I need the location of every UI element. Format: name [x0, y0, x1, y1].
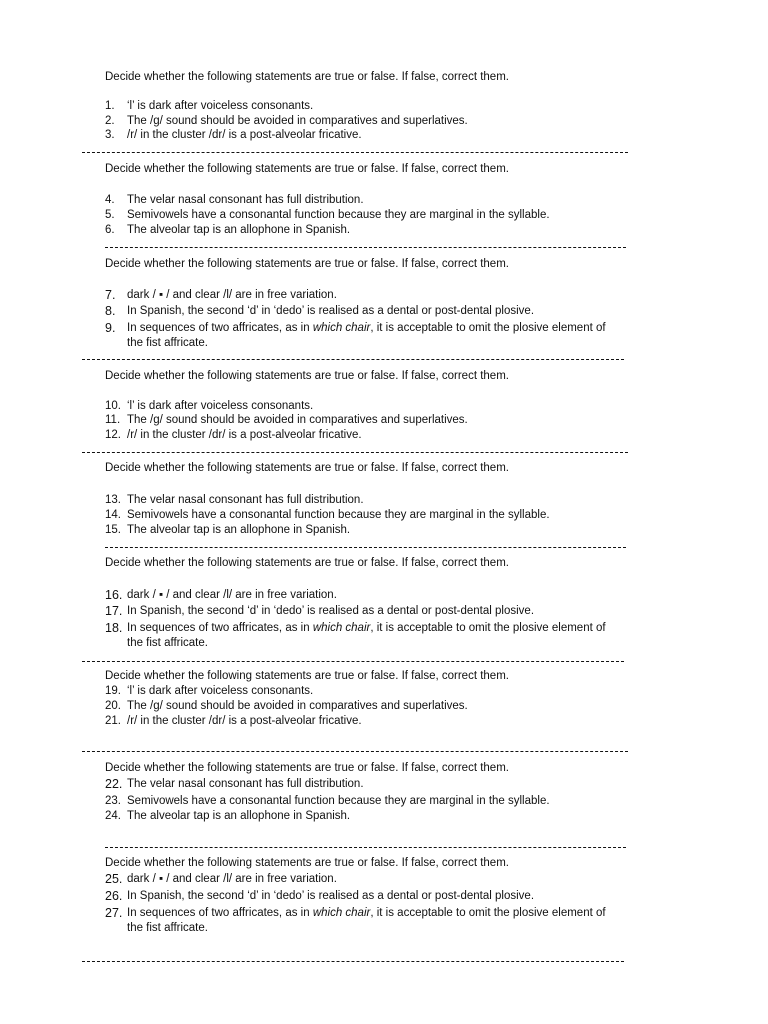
item-text: Semivowels have a consonantal function because they are marginal in the syllable.: [127, 509, 550, 521]
item-text: dark / ▪ / and clear /l/ are in free variation.: [127, 289, 337, 301]
item-text-part: , it is acceptable to omit the plosive element of: [370, 907, 606, 919]
item-number: 2.: [105, 115, 115, 127]
item-number: 18.: [105, 621, 123, 635]
item-text: The alveolar tap is an allophone in Spanish.: [127, 810, 351, 822]
item-number: 20.: [105, 700, 121, 712]
item-number: 7.: [105, 288, 116, 302]
item-number: 5.: [105, 209, 115, 221]
item-number: 14.: [105, 509, 121, 521]
item-number: 25.: [105, 872, 123, 886]
item-text: dark / ▪ / and clear /l/ are in free variation.: [127, 873, 337, 885]
separator-line: [82, 751, 628, 752]
item-number: 24.: [105, 810, 121, 822]
item-text: ‘l’ is dark after voiceless consonants.: [127, 685, 314, 697]
item-text-part: In sequences of two affricates, as in: [127, 907, 313, 919]
item-text-part: In sequences of two affricates, as in: [127, 322, 313, 334]
item-text-part: , it is acceptable to omit the plosive element of: [370, 322, 606, 334]
instruction: Decide whether the following statements are true or false. If false, correct them.: [105, 462, 509, 474]
item-number: 12.: [105, 429, 121, 441]
item-number: 22.: [105, 777, 123, 791]
item-text: /r/ in the cluster /dr/ is a post-alveolar fricative.: [127, 715, 362, 727]
item-number: 10.: [105, 400, 121, 412]
instruction: Decide whether the following statements are true or false. If false, correct them.: [105, 670, 509, 682]
item-number: 1.: [105, 100, 115, 112]
item-text-part: In sequences of two affricates, as in: [127, 622, 313, 634]
separator-line: [105, 247, 626, 248]
item-text: The /g/ sound should be avoided in comparatives and superlatives.: [127, 115, 468, 127]
item-text: The /g/ sound should be avoided in comparatives and superlatives.: [127, 700, 468, 712]
instruction: Decide whether the following statements are true or false. If false, correct them.: [105, 258, 509, 270]
item-text: In Spanish, the second ‘d’ in ‘dedo’ is realised as a dental or post-dental plosive.: [127, 305, 535, 317]
item-number: 13.: [105, 494, 121, 506]
item-text: The /g/ sound should be avoided in comparatives and superlatives.: [127, 414, 468, 426]
item-number: 15.: [105, 524, 121, 536]
item-text: [127, 621, 606, 636]
instruction: Decide whether the following statements are true or false. If false, correct them.: [105, 71, 509, 83]
item-text: dark / ▪ / and clear /l/ are in free variation.: [127, 589, 337, 601]
item-text: ‘l’ is dark after voiceless consonants.: [127, 400, 314, 412]
item-text: [127, 906, 606, 921]
item-text-part: , it is acceptable to omit the plosive element of: [370, 622, 606, 634]
separator-line: [82, 359, 624, 360]
item-number: 23.: [105, 795, 121, 807]
item-number: 9.: [105, 321, 116, 335]
item-number: 11.: [105, 414, 121, 426]
instruction: Decide whether the following statements are true or false. If false, correct them.: [105, 370, 509, 382]
item-text: /r/ in the cluster /dr/ is a post-alveolar fricative.: [127, 429, 362, 441]
item-text: /r/ in the cluster /dr/ is a post-alveolar fricative.: [127, 129, 362, 141]
item-number: 8.: [105, 304, 116, 318]
item-text: The velar nasal consonant has full distribution.: [127, 494, 364, 506]
item-number: 3.: [105, 129, 115, 141]
item-text: The alveolar tap is an allophone in Spanish.: [127, 224, 351, 236]
separator-line: [82, 661, 624, 662]
item-continuation: the fist affricate.: [127, 922, 208, 934]
item-text: [127, 321, 606, 336]
item-number: 4.: [105, 194, 115, 206]
item-text: In Spanish, the second ‘d’ in ‘dedo’ is realised as a dental or post-dental plosive.: [127, 605, 535, 617]
item-text-italic: which chair: [312, 622, 371, 634]
item-number: 16.: [105, 588, 123, 602]
item-number: 27.: [105, 906, 123, 920]
item-continuation: the fist affricate.: [127, 637, 208, 649]
instruction: Decide whether the following statements are true or false. If false, correct them.: [105, 857, 509, 869]
item-number: 19.: [105, 685, 121, 697]
separator-line: [82, 152, 628, 153]
instruction: Decide whether the following statements are true or false. If false, correct them.: [105, 557, 509, 569]
item-text: Semivowels have a consonantal function because they are marginal in the syllable.: [127, 795, 550, 807]
item-text-italic: which chair: [312, 907, 371, 919]
separator-line: [82, 961, 624, 962]
item-text-italic: which chair: [312, 322, 371, 334]
instruction: Decide whether the following statements are true or false. If false, correct them.: [105, 163, 509, 175]
item-continuation: the fist affricate.: [127, 337, 208, 349]
item-text: The velar nasal consonant has full distribution.: [127, 194, 364, 206]
separator-line: [82, 452, 628, 453]
item-text: ‘l’ is dark after voiceless consonants.: [127, 100, 314, 112]
instruction: Decide whether the following statements are true or false. If false, correct them.: [105, 762, 509, 774]
item-number: 6.: [105, 224, 115, 236]
item-text: In Spanish, the second ‘d’ in ‘dedo’ is realised as a dental or post-dental plosive.: [127, 890, 535, 902]
item-text: The velar nasal consonant has full distribution.: [127, 778, 364, 790]
item-number: 17.: [105, 604, 123, 618]
item-text: The alveolar tap is an allophone in Spanish.: [127, 524, 351, 536]
item-number: 21.: [105, 715, 121, 727]
item-number: 26.: [105, 889, 123, 903]
item-text: Semivowels have a consonantal function because they are marginal in the syllable.: [127, 209, 550, 221]
separator-line: [105, 847, 626, 848]
separator-line: [105, 547, 626, 548]
